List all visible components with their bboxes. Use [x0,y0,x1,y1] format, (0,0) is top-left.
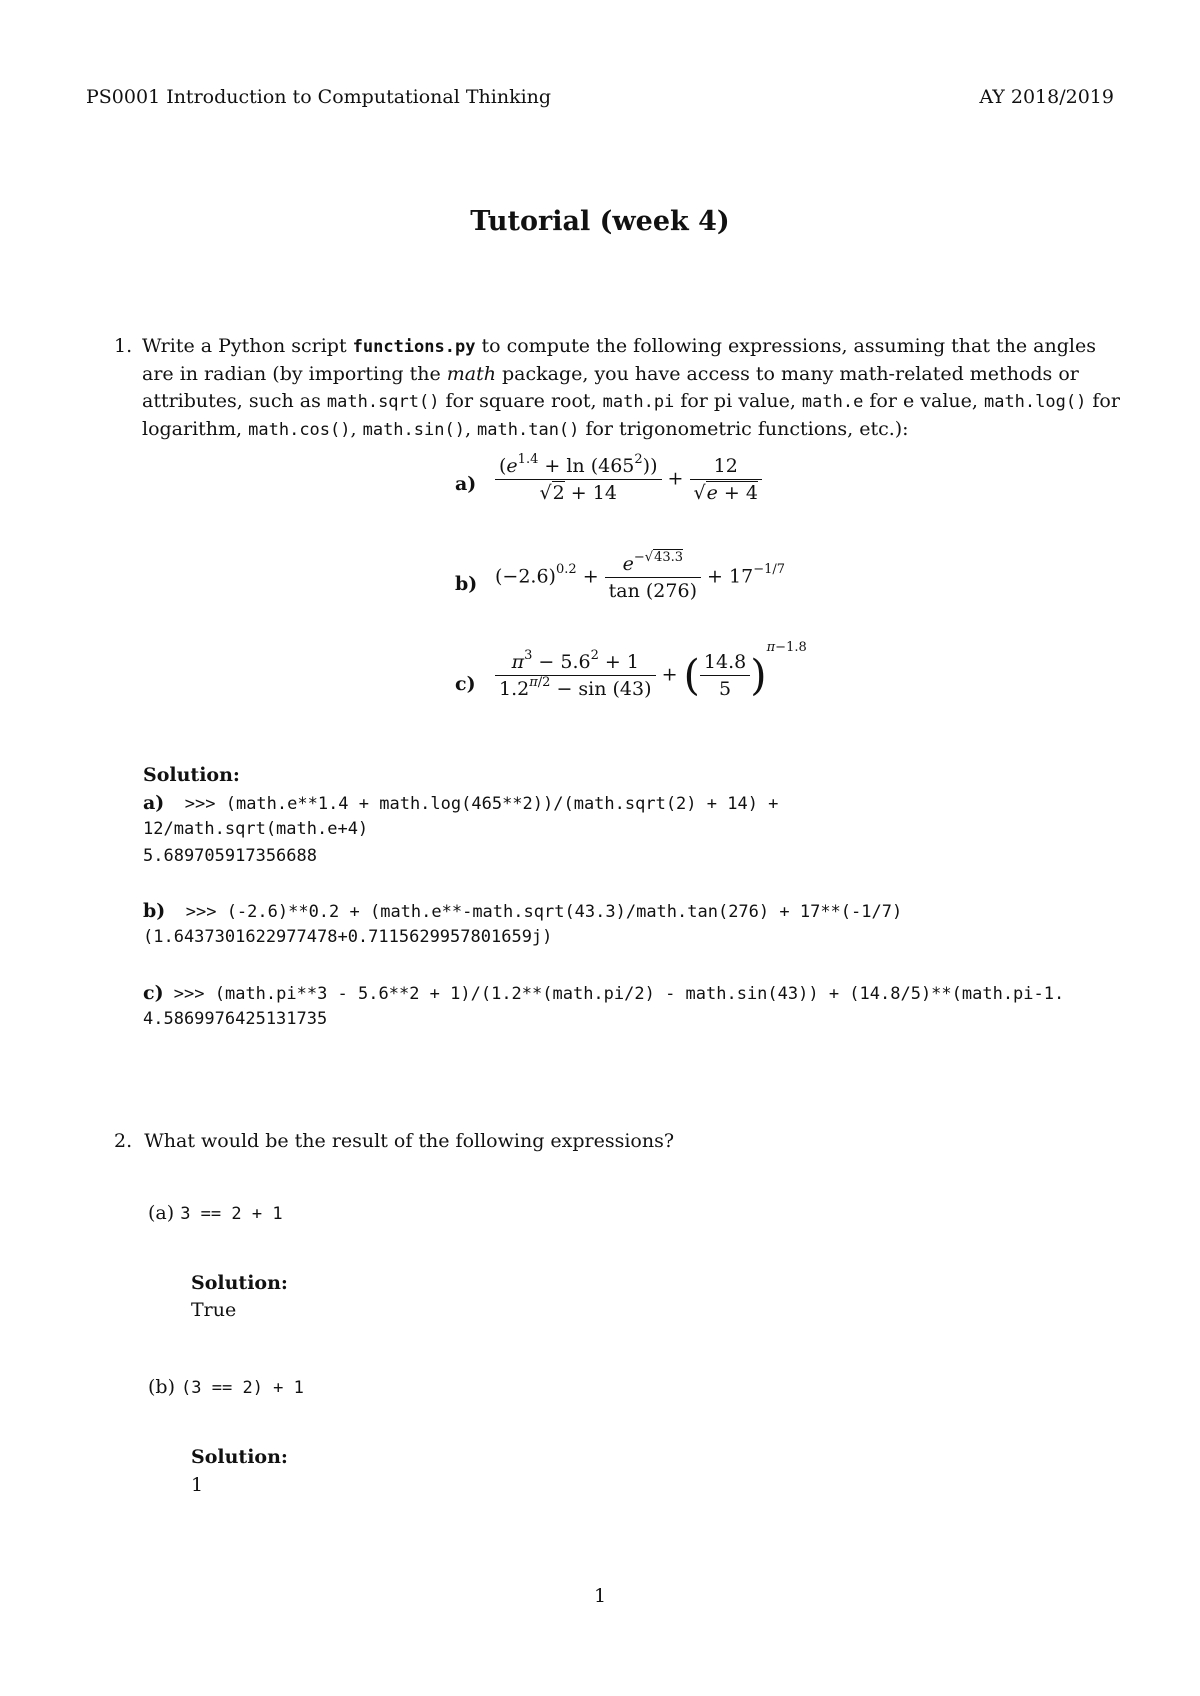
solution-b-result: (1.6437301622977478+0.7115629957801659j) [143,927,553,947]
q2-item-a-expr: 3 == 2 + 1 [180,1204,283,1224]
question-2-text: What would be the result of the following expressions? [144,1130,675,1152]
question-1 [114,333,1124,444]
page-number: 1 [593,1585,607,1607]
header-academic-year: AY 2018/2019 [979,86,1114,108]
q2-item-a-solution-label: Solution: [191,1272,288,1294]
question-1-number: 1. [114,335,133,357]
q1-solution-label: Solution: [143,764,240,786]
q2-item-b-solution-label: Solution: [191,1446,288,1468]
question-2 [114,1130,674,1152]
header-course: PS0001 Introduction to Computational Thinking [86,86,552,108]
q2-item-a: (a) 3 == 2 + 1 [148,1202,283,1224]
solution-c-result: 4.5869976425131735 [143,1009,328,1029]
q2-item-b: (b) (3 == 2) + 1 [148,1376,304,1398]
solution-a-result: 5.689705917356688 [143,846,317,866]
equation-a: $\frac{(e^{1.4} + \ln (465^2))}{√2 + 14}$ + $\frac{12}{√e + 4}$ [495,455,762,504]
filename-code: functions.py [352,337,476,357]
q2-item-a-answer: True [191,1299,237,1321]
solution-c-line1: c) >>> (math.pi**3 - 5.6**2 + 1)/(1.2**(math.pi/2) - math.sin(43)) + (14.8/5)**(math.pi-1. [143,982,1065,1004]
page-title: Tutorial (week 4) [470,206,730,237]
equation-a-label: a) [455,473,477,495]
equation-c-label: c) [455,673,476,695]
q2-item-b-expr: (3 == 2) + 1 [181,1378,304,1398]
q2-item-b-answer: 1 [191,1474,204,1496]
question-1-text: Write a Python script functions.py to compute the following expressions, assuming that the angles are in radian (by importing the math package, you have access to many math-related methods or attributes, such as math.sqrt() for square root, math.pi for pi value, math.e for e value, math.log() for logarithm, math.cos(), math.sin(), math.tan() for trigonometric functions, etc.): [142,335,1120,440]
solution-a-line1: a) >>> (math.e**1.4 + math.log(465**2))/(math.sqrt(2) + 14) + [143,792,779,814]
solution-a-line2: 12/math.sqrt(math.e+4) [143,819,369,839]
equation-b-label: b) [455,573,478,595]
question-2-number: 2. [114,1130,133,1152]
equation-c: $\frac{\pi^3 - 5.6^2 + 1}{1.2^{\pi/2} - \sin (43)}$ + ( $\frac{14.8}{5}$ )$^{\pi-1.8}$ [495,651,807,700]
equation-b: $(-2.6)^{0.2}$ + $\frac{e^{-√43.3}}{\tan (276)}$ + $17^{-1/7}$ [495,549,786,602]
solution-b-line1: b) >>> (-2.6)**0.2 + (math.e**-math.sqrt(43.3)/math.tan(276) + 17**(-1/7) [143,900,903,922]
